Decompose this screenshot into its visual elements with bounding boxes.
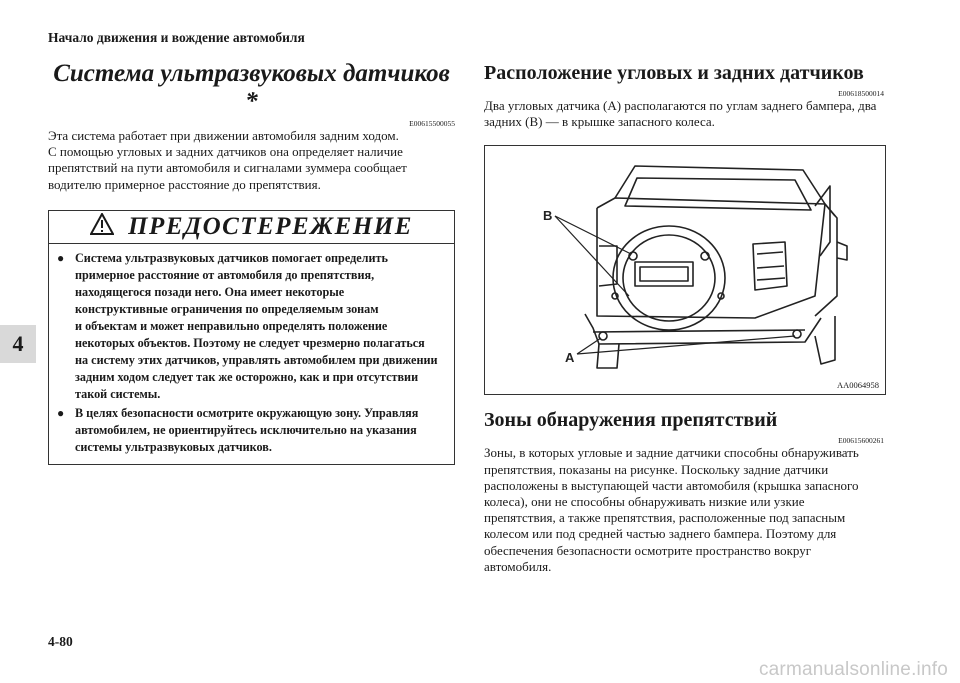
page-number: 4-80 (48, 634, 73, 649)
warning-header (49, 211, 454, 244)
intro-text (48, 128, 455, 193)
text-line: системы ультразвуковых датчиков. (75, 439, 272, 454)
text-line: примерное расстояние от автомобиля до препятствия, (75, 267, 375, 282)
text-line: такой системы. (75, 386, 161, 401)
running-head: Начало движения и вождение автомобиля (48, 30, 305, 45)
text-line: расположены в выступающей части автомобиля (крышка запасного (484, 477, 859, 493)
text-line: Два угловых датчика (A) располагаются по углам заднего бампера, два (484, 98, 877, 113)
chapter-tab: 4 (0, 325, 36, 363)
label-b: B (543, 208, 553, 224)
text-line: препятствий на пути автомобиля и сигналами зуммера сообщает (48, 160, 407, 176)
text-line: Система ультразвуковых датчиков помогает определить (75, 250, 388, 265)
text-line: конструктивные ограничения по определяемым зонам (75, 301, 379, 316)
section-code: E00615500055 (409, 119, 455, 128)
section-title: Зоны обнаружения препятствий (484, 409, 778, 432)
warning-title: ПРЕДОСТЕРЕЖЕНИЕ (128, 212, 413, 240)
text-line: некоторых объектов. Поэтому не следует чрезмерно полагаться (75, 335, 425, 350)
section-title: Система ультразвуковых датчиков * (53, 60, 450, 115)
warning-item (57, 250, 444, 403)
text-line: В целях безопасности осмотрите окружающую зону. Управляя (75, 405, 419, 420)
sensor-location-figure (484, 145, 886, 395)
warning-item (57, 405, 444, 456)
text-line: препятствия, показаны на рисунке. Поскольку задние датчики (484, 461, 829, 477)
section-code: E00618500014 (838, 89, 884, 98)
text-line: задним ходом следует так же осторожно, как и при отсутствии (75, 369, 419, 384)
watermark: carmanualsonline.info (758, 659, 948, 680)
vehicle-rear-illustration (485, 146, 885, 394)
text-line: препятствия, а также препятствия, расположенные под запасным (484, 510, 846, 526)
warning-list (49, 250, 454, 456)
warning-triangle-icon (90, 213, 114, 240)
text-line: обеспечения безопасности осмотрите пространство вокруг (484, 542, 812, 558)
text-line: колеса), они не способны обнаруживать низкие или узкие (484, 494, 805, 510)
text-line: Зоны, в которых угловые и задние датчики способны обнаруживать (484, 445, 859, 461)
section-title: Расположение угловых и задних датчиков (484, 62, 864, 84)
left-column (48, 60, 455, 465)
section-code: E00615600261 (838, 436, 884, 446)
text-line: и объектам и может неправильно определять положение (75, 318, 388, 333)
right-column (484, 60, 884, 575)
bullet-icon: ● (57, 405, 65, 420)
bullet-icon: ● (57, 250, 65, 265)
text-line: автомобиля. (484, 558, 552, 574)
text-line: С помощью угловых и задних датчиков она определяет наличие (48, 144, 403, 160)
text-line: колесом или под средней частью заднего бампера. Поэтому для (484, 526, 837, 542)
text-line: автомобилем, не ориентируйтесь исключительно на указания (75, 422, 417, 437)
figure-code: AA0064958 (836, 380, 879, 391)
text-line: задних (B) — в крышке запасного колеса. (484, 114, 715, 130)
warning-box (48, 210, 455, 465)
text-line: находящегося позади него. Она имеет некоторые (75, 284, 345, 299)
label-a: A (565, 350, 575, 366)
text-line: водителю примерное расстояние до препятствия. (48, 176, 321, 192)
text-line: на систему этих датчиков, управлять автомобилем при движении (75, 352, 438, 367)
text-line: Эта система работает при движении автомобиля задним ходом. (48, 128, 399, 143)
